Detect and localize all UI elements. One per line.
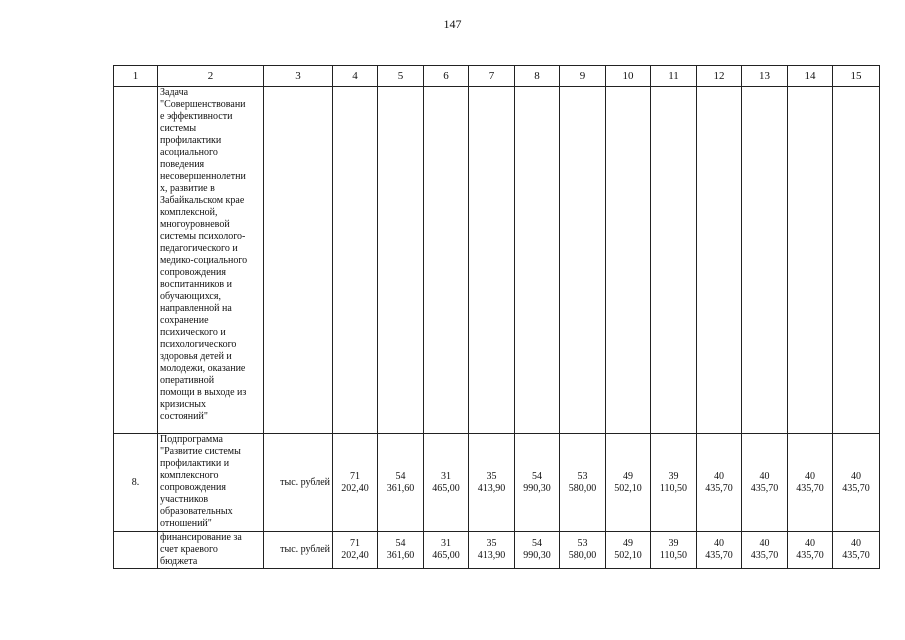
row-title-line: помощи в выходе из: [160, 387, 247, 398]
value-thousands: 40: [714, 470, 724, 482]
value-thousands: 35: [486, 470, 497, 482]
value-cell-col-7: [469, 434, 515, 532]
value-remainder: 361,60: [386, 550, 415, 561]
column-header-11: 11: [651, 66, 697, 87]
value-thousands: 54: [532, 470, 542, 482]
value-cell-col-9: [560, 434, 606, 532]
row-number-cell: [114, 87, 158, 434]
row-title-line: профилактики и: [160, 458, 230, 469]
row-number-cell: 8.: [114, 434, 158, 532]
page-number: 147: [443, 17, 462, 31]
row-title-line: направленной на: [160, 303, 232, 314]
column-header-2: 2: [158, 66, 264, 87]
unit-cell: [264, 87, 333, 434]
column-header-15: 15: [833, 66, 880, 87]
value-cell-col-6: [424, 87, 469, 434]
value-cell-col-14: [788, 532, 833, 569]
row-title-line: оперативной: [160, 375, 215, 386]
row-title-line: здоровья детей и: [160, 351, 232, 362]
value-thousands: 53: [577, 538, 588, 549]
value-cell-col-13: [742, 434, 788, 532]
value-remainder: 465,00: [432, 482, 460, 494]
value-thousands: 53: [577, 470, 588, 482]
value-remainder: 435,70: [796, 550, 824, 561]
value-cell-col-9: [560, 87, 606, 434]
column-header-10: 10: [606, 66, 651, 87]
row-title-line: обучающихся,: [160, 291, 221, 302]
value-remainder: 990,30: [523, 482, 551, 494]
row-title-line: "Развитие системы: [160, 446, 241, 457]
row-title-line: х, развитие в: [160, 183, 215, 194]
row-title-line: медико-социального: [160, 255, 248, 266]
unit-cell: тыс. рублей: [264, 434, 333, 532]
row-title-line: Подпрограмма: [160, 434, 223, 445]
value-thousands: 39: [668, 538, 679, 549]
value-cell-col-8: [515, 434, 560, 532]
value-remainder: 110,50: [659, 482, 688, 494]
value-thousands: 49: [623, 470, 633, 482]
value-cell-col-9: [560, 532, 606, 569]
row-title-line: состояний": [160, 411, 208, 422]
value-thousands: 54: [532, 538, 542, 549]
row-title-line: многоуровневой: [160, 219, 230, 230]
row-title-line: сопровождения: [160, 267, 226, 278]
row-title-line: участников: [160, 494, 209, 505]
value-remainder: 435,70: [842, 550, 870, 561]
value-thousands: 49: [623, 538, 633, 549]
row-title-cell: [158, 87, 264, 434]
value-cell-col-11: [651, 532, 697, 569]
value-remainder: 990,30: [523, 550, 551, 561]
value-cell-col-7: [469, 532, 515, 569]
value-cell-col-14: [788, 434, 833, 532]
column-header-6: 6: [424, 66, 469, 87]
row-title-line: профилактики: [160, 135, 222, 146]
value-cell-col-7: [469, 87, 515, 434]
row-title-line: воспитанников и: [160, 279, 232, 290]
value-remainder: 202,40: [341, 550, 369, 561]
value-cell-col-6: [424, 532, 469, 569]
value-remainder: 435,70: [705, 550, 733, 561]
value-thousands: 40: [714, 538, 724, 549]
value-cell-col-4: [333, 434, 378, 532]
value-remainder: 435,70: [750, 550, 779, 561]
row-title-line: психического и: [160, 327, 226, 338]
value-remainder: 413,90: [477, 482, 506, 494]
column-header-5: 5: [378, 66, 424, 87]
row-title-line: Забайкальском крае: [160, 195, 245, 206]
row-title-line: системы: [160, 123, 197, 134]
column-header-9: 9: [560, 66, 606, 87]
value-remainder: 202,40: [341, 482, 369, 494]
value-thousands: 31: [441, 538, 451, 549]
value-thousands: 31: [441, 470, 451, 482]
row-title-line: е эффективности: [160, 111, 233, 122]
value-cell-col-8: [515, 87, 560, 434]
value-cell-col-15: [833, 532, 880, 569]
value-cell-col-5: [378, 87, 424, 434]
value-cell-col-10: [606, 87, 651, 434]
financing-row: [114, 532, 880, 569]
value-remainder: 580,00: [568, 482, 597, 494]
value-remainder: 361,60: [386, 482, 415, 494]
column-header-7: 7: [469, 66, 515, 87]
row-title-line: комплексной,: [160, 207, 218, 218]
row-title-line: несовершеннолетни: [160, 171, 246, 182]
row-title-line: системы психолого-: [160, 231, 246, 242]
row-title-line: образовательных: [160, 506, 233, 517]
value-cell-col-12: [697, 434, 742, 532]
row-title-cell: [158, 532, 264, 569]
budget-table: [113, 65, 880, 569]
value-cell-col-14: [788, 87, 833, 434]
row-title-line: кризисных: [160, 399, 207, 410]
value-cell-col-6: [424, 434, 469, 532]
value-cell-col-11: [651, 434, 697, 532]
row-title-line: "Совершенствовани: [160, 99, 246, 110]
subprogram-row: [114, 434, 880, 532]
value-cell-col-5: [378, 532, 424, 569]
value-thousands: 54: [395, 470, 406, 482]
value-cell-col-13: [742, 532, 788, 569]
value-thousands: 71: [350, 470, 360, 482]
value-remainder: 435,70: [796, 482, 824, 494]
value-remainder: 435,70: [750, 482, 779, 494]
value-cell-col-10: [606, 532, 651, 569]
value-remainder: 413,90: [477, 550, 506, 561]
value-thousands: 54: [395, 538, 406, 549]
row-title-line: молодежи, оказание: [160, 363, 246, 374]
value-cell-col-11: [651, 87, 697, 434]
row-title-cell: [158, 434, 264, 532]
value-cell-col-8: [515, 532, 560, 569]
value-cell-col-5: [378, 434, 424, 532]
row-title-line: финансирование за: [160, 532, 242, 543]
value-remainder: 580,00: [568, 550, 597, 561]
value-remainder: 502,10: [614, 482, 642, 494]
value-cell-col-12: [697, 532, 742, 569]
value-remainder: 110,50: [659, 550, 688, 561]
value-remainder: 435,70: [705, 482, 733, 494]
value-cell-col-13: [742, 87, 788, 434]
column-header-13: 13: [742, 66, 788, 87]
row-title-line: педагогического и: [160, 243, 238, 254]
row-title-line: сопровождения: [160, 482, 226, 493]
value-thousands: 40: [851, 470, 861, 482]
value-thousands: 40: [805, 538, 815, 549]
value-cell-col-12: [697, 87, 742, 434]
task-row: [114, 87, 880, 434]
unit-cell: тыс. рублей: [264, 532, 333, 569]
row-title-line: счет краевого: [160, 544, 218, 555]
column-header-1: 1: [114, 66, 158, 87]
value-thousands: 35: [486, 538, 497, 549]
column-header-14: 14: [788, 66, 833, 87]
value-cell-col-4: [333, 532, 378, 569]
value-thousands: 40: [759, 470, 770, 482]
value-remainder: 435,70: [842, 482, 870, 494]
value-remainder: 465,00: [432, 550, 460, 561]
row-number-cell: [114, 532, 158, 569]
value-thousands: 39: [668, 470, 679, 482]
column-header-4: 4: [333, 66, 378, 87]
row-title-line: комплексного: [160, 470, 219, 481]
value-thousands: 40: [805, 470, 815, 482]
row-title-line: психологического: [160, 339, 237, 350]
row-title-line: Задача: [160, 87, 189, 98]
row-title-line: отношений": [160, 518, 212, 529]
value-cell-col-4: [333, 87, 378, 434]
row-title-line: бюджета: [160, 556, 198, 567]
column-header-12: 12: [697, 66, 742, 87]
column-header-8: 8: [515, 66, 560, 87]
value-thousands: 71: [350, 538, 360, 549]
value-thousands: 40: [851, 538, 861, 549]
row-title-line: сохранение: [160, 315, 209, 326]
value-cell-col-15: [833, 434, 880, 532]
value-cell-col-10: [606, 434, 651, 532]
value-cell-col-15: [833, 87, 880, 434]
row-title-line: поведения: [160, 159, 205, 170]
value-remainder: 502,10: [614, 550, 642, 561]
column-header-row: [114, 66, 880, 87]
column-header-3: 3: [264, 66, 333, 87]
value-thousands: 40: [759, 538, 770, 549]
row-title-line: асоциального: [160, 147, 218, 158]
